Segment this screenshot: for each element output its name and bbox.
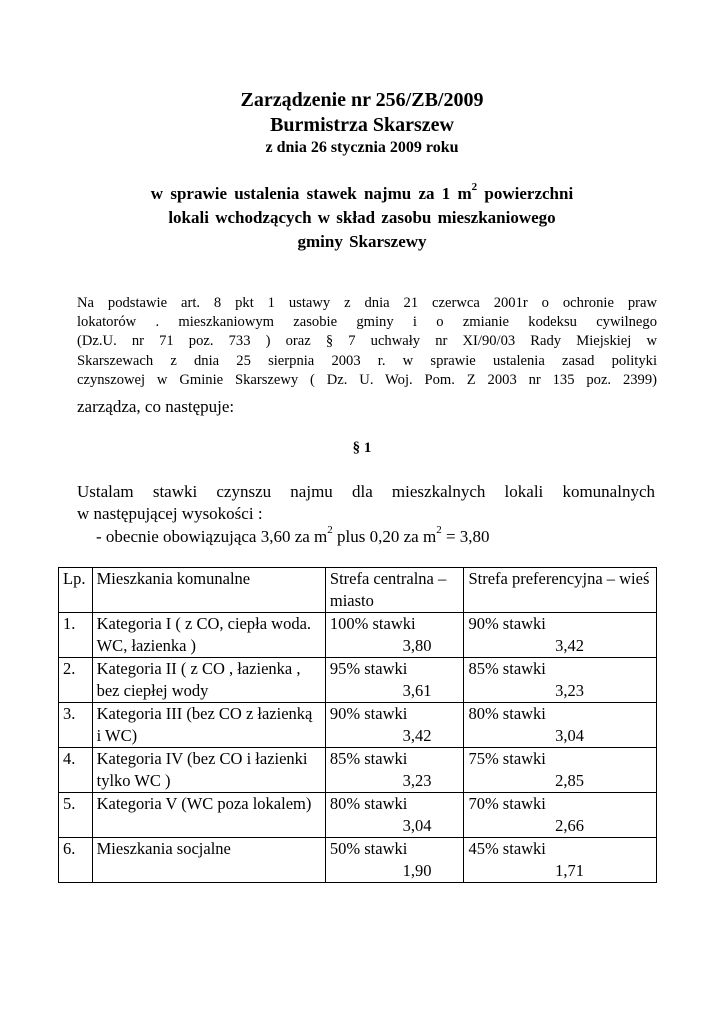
row-category: Kategoria I ( z CO, ciepła woda. WC, łazienka ) <box>92 613 325 658</box>
table-row <box>59 613 657 658</box>
preferential-percent: 75% stawki <box>468 749 546 768</box>
central-value: 3,80 <box>402 636 432 655</box>
row-lp: 1. <box>59 613 93 658</box>
central-value: 3,23 <box>402 771 432 790</box>
legal-basis-line: lokatorów . mieszkaniowym zasobie gminy i o zmianie kodeksu cywilnego <box>77 314 657 331</box>
row-preferential <box>464 658 657 703</box>
row-lp: 4. <box>59 748 93 793</box>
central-percent: 85% stawki <box>329 749 408 768</box>
table-row <box>59 748 657 793</box>
row-central <box>325 793 464 838</box>
central-percent: 95% stawki <box>329 659 408 678</box>
preferential-percent: 90% stawki <box>468 614 546 633</box>
legal-basis <box>77 294 657 390</box>
table-row <box>59 703 657 748</box>
row-preferential <box>464 703 657 748</box>
current-rate-superscript: 2 <box>327 524 333 536</box>
row-category: Kategoria V (WC poza lokalem) <box>92 793 325 838</box>
preferential-value: 2,85 <box>555 771 584 790</box>
rate-statement <box>77 481 655 525</box>
rate-statement-line-1: Ustalam stawki czynszu najmu dla mieszkalnych lokali komunalnych <box>77 482 655 501</box>
document-title: Zarządzenie nr 256/ZB/2009 <box>240 89 484 111</box>
preferential-percent: 70% stawki <box>468 794 546 813</box>
subject-line-1-text: w sprawie ustalenia stawek najmu za 1 m <box>150 184 472 203</box>
row-lp: 3. <box>59 703 93 748</box>
closing-formula: zarządza, co następuje: <box>77 397 235 416</box>
central-percent: 90% stawki <box>329 704 408 723</box>
rate-statement-line-2: w następującej wysokości : <box>77 504 263 523</box>
subject-line-1 <box>0 183 724 205</box>
current-rate-bullet <box>96 526 490 548</box>
row-preferential <box>464 613 657 658</box>
row-lp: 2. <box>59 658 93 703</box>
subject-line-1-end: powierzchni <box>477 184 574 203</box>
central-percent: 50% stawki <box>329 839 408 858</box>
central-value: 3,42 <box>402 726 432 745</box>
row-category: Kategoria IV (bez CO i łazienki tylko WC ) <box>92 748 325 793</box>
subject-line-3: gminy Skarszewy <box>297 232 427 251</box>
row-lp: 6. <box>59 838 93 883</box>
row-preferential <box>464 748 657 793</box>
header-preferential-zone: Strefa preferencyjna – wieś <box>464 568 657 613</box>
document-date: z dnia 26 stycznia 2009 roku <box>265 139 459 156</box>
current-rate-superscript: 2 <box>436 524 442 536</box>
row-preferential <box>464 838 657 883</box>
preferential-value: 3,42 <box>555 636 584 655</box>
legal-basis-line: Skarszewach z dnia 25 sierpnia 2003 r. w sprawie ustalenia zasad polityki <box>77 352 657 369</box>
preferential-value: 3,04 <box>555 726 584 745</box>
preferential-value: 2,66 <box>555 816 584 835</box>
current-rate-text: - obecnie obowiązująca 3,60 za m <box>96 527 328 546</box>
header-central-zone: Strefa centralna – miasto <box>325 568 464 613</box>
document-issuer: Burmistrza Skarszew <box>270 114 454 136</box>
header-lp: Lp. <box>59 568 93 613</box>
legal-basis-line: czynszowej w Gminie Skarszewy ( Dz. U. Woj. Pom. Z 2003 nr 135 poz. 2399) <box>77 371 657 388</box>
legal-basis-line: Na podstawie art. 8 pkt 1 ustawy z dnia 21 czerwca 2001r o ochronie praw <box>77 295 657 311</box>
central-value: 3,04 <box>402 816 432 835</box>
table-header-row <box>59 568 657 613</box>
table-row <box>59 658 657 703</box>
central-value: 1,90 <box>402 861 432 880</box>
row-preferential <box>464 793 657 838</box>
preferential-value: 3,23 <box>555 681 584 700</box>
preferential-percent: 85% stawki <box>468 659 546 678</box>
legal-basis-line: (Dz.U. nr 71 poz. 733 ) oraz § 7 uchwały nr XI/90/03 Rady Miejskiej w <box>77 333 657 350</box>
header-category: Mieszkania komunalne <box>92 568 325 613</box>
row-central <box>325 658 464 703</box>
current-rate-total: = 3,80 <box>441 527 490 546</box>
current-rate-addition: plus 0,20 za m <box>332 527 437 546</box>
preferential-percent: 45% stawki <box>468 839 546 858</box>
row-category: Mieszkania socjalne <box>92 838 325 883</box>
preferential-percent: 80% stawki <box>468 704 546 723</box>
central-value: 3,61 <box>402 681 432 700</box>
row-lp: 5. <box>59 793 93 838</box>
subject-line-2: lokali wchodzących w skład zasobu mieszkaniowego <box>168 208 556 227</box>
row-central <box>325 838 464 883</box>
subject-superscript: 2 <box>471 181 478 193</box>
row-category: Kategoria III (bez CO z łazienką i WC) <box>92 703 325 748</box>
row-central <box>325 748 464 793</box>
row-central <box>325 703 464 748</box>
table-row <box>59 793 657 838</box>
row-category: Kategoria II ( z CO , łazienka , bez ciepłej wody <box>92 658 325 703</box>
preferential-value: 1,71 <box>555 861 584 880</box>
central-percent: 100% stawki <box>329 614 416 633</box>
rates-table <box>58 567 657 883</box>
paragraph-mark: § 1 <box>352 440 372 456</box>
table-row <box>59 838 657 883</box>
row-central <box>325 613 464 658</box>
central-percent: 80% stawki <box>329 794 408 813</box>
